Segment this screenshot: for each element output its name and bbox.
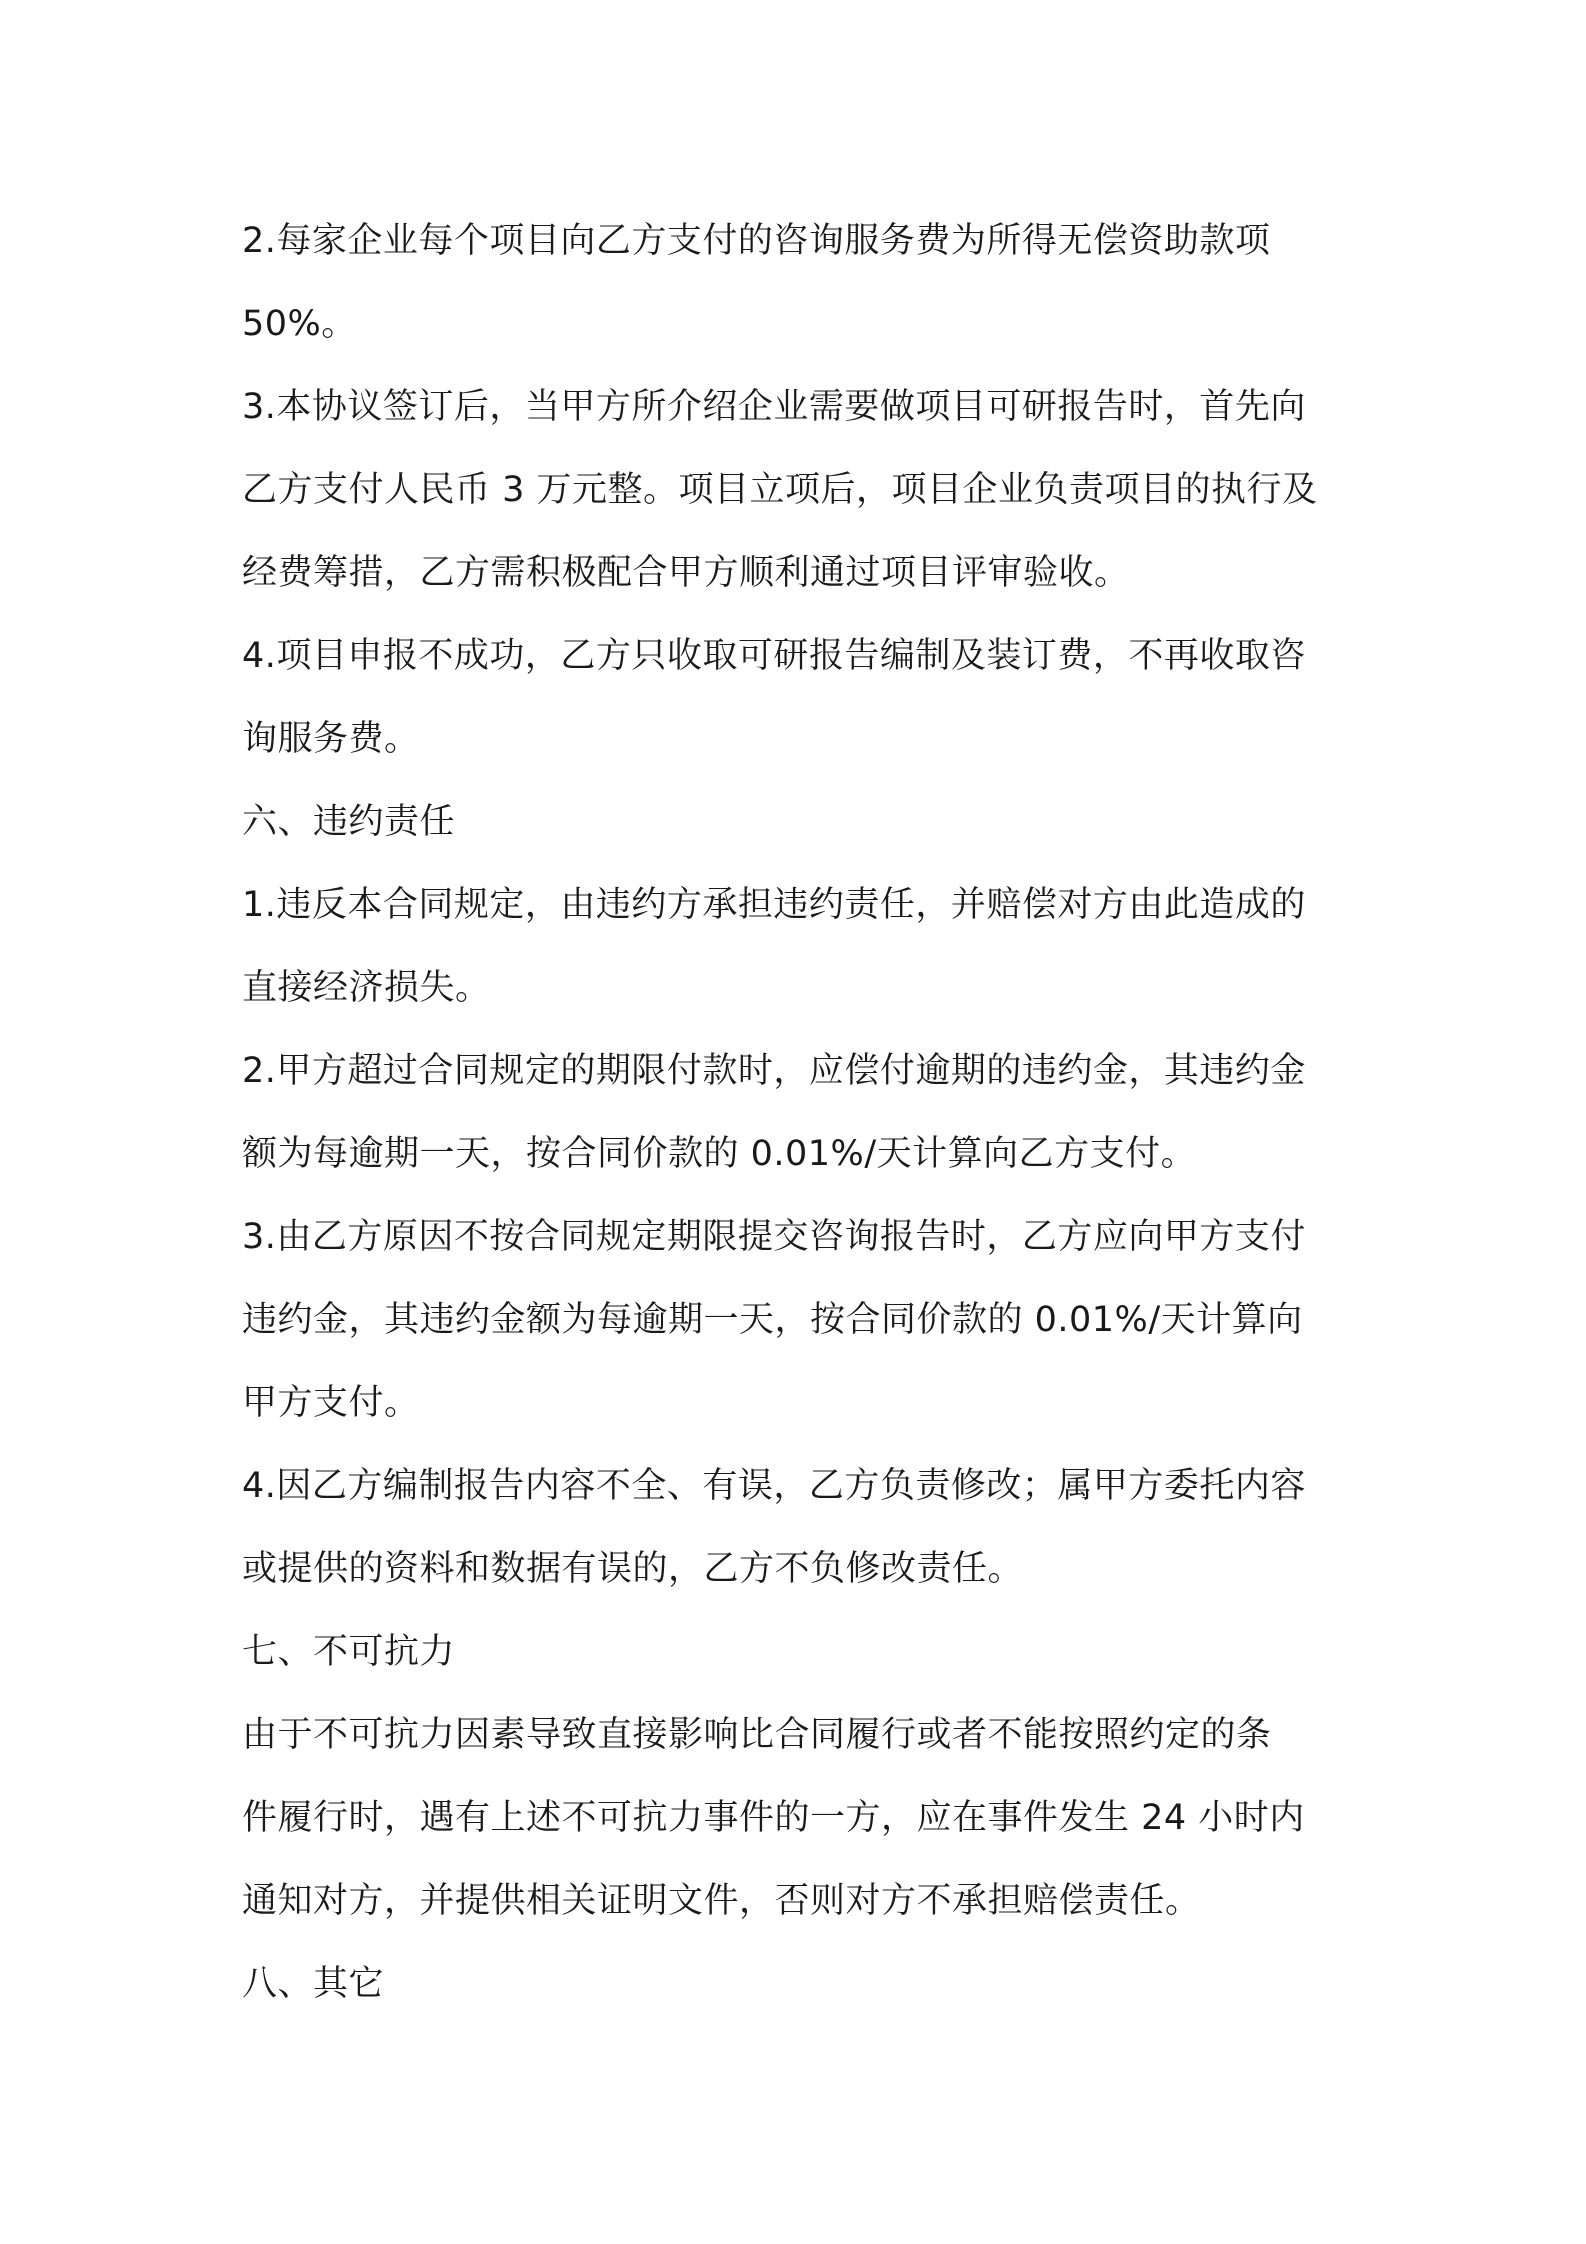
clause-5-2-line-2: 50%。	[242, 304, 357, 344]
clause-6-3-line-3: 甲方支付。	[242, 1383, 420, 1423]
clause-7-line-1: 由于不可抗力因素导致直接影响比合同履行或者不能按照约定的条	[242, 1715, 1272, 1755]
document-page	[242, 200, 1352, 2026]
clause-6-1-line-2: 直接经济损失。	[242, 968, 491, 1008]
clause-5-4-line-1: 4.项目申报不成功，乙方只收取可研报告编制及装订费，不再收取咨	[242, 636, 1306, 676]
clause-6-3-line-1: 3.由乙方原因不按合同规定期限提交咨询报告时，乙方应向甲方支付	[242, 1217, 1306, 1257]
clause-6-4-line-1: 4.因乙方编制报告内容不全、有误，乙方负责修改；属甲方委托内容	[242, 1466, 1306, 1506]
clause-6-4-line-2: 或提供的资料和数据有误的，乙方不负修改责任。	[242, 1549, 1024, 1589]
section-heading-8: 八、其它	[242, 1964, 385, 2004]
clause-5-3-line-1: 3.本协议签订后，当甲方所介绍企业需要做项目可研报告时，首先向	[242, 387, 1306, 427]
clause-5-2-line-1: 2.每家企业每个项目向乙方支付的咨询服务费为所得无偿资助款项	[242, 221, 1271, 261]
clause-7-line-3: 通知对方，并提供相关证明文件，否则对方不承担赔偿责任。	[242, 1881, 1201, 1921]
clause-6-2-line-2: 额为每逾期一天，按合同价款的 0.01%/天计算向乙方支付。	[242, 1134, 1197, 1174]
clause-5-4-line-2: 询服务费。	[242, 719, 420, 759]
clause-6-3-line-2: 违约金，其违约金额为每逾期一天，按合同价款的 0.01%/天计算向	[242, 1300, 1303, 1340]
clause-5-3-line-3: 经费筹措，乙方需积极配合甲方顺利通过项目评审验收。	[242, 553, 1130, 593]
clause-5-3-line-2: 乙方支付人民币 3 万元整。项目立项后，项目企业负责项目的执行及	[242, 470, 1318, 510]
clause-6-1-line-1: 1.违反本合同规定，由违约方承担违约责任，并赔偿对方由此造成的	[242, 885, 1306, 925]
clause-6-2-line-1: 2.甲方超过合同规定的期限付款时，应偿付逾期的违约金，其违约金	[242, 1051, 1306, 1091]
section-heading-6: 六、违约责任	[242, 802, 456, 842]
clause-7-line-2: 件履行时，遇有上述不可抗力事件的一方，应在事件发生 24 小时内	[242, 1798, 1305, 1838]
section-heading-7: 七、不可抗力	[242, 1632, 456, 1672]
